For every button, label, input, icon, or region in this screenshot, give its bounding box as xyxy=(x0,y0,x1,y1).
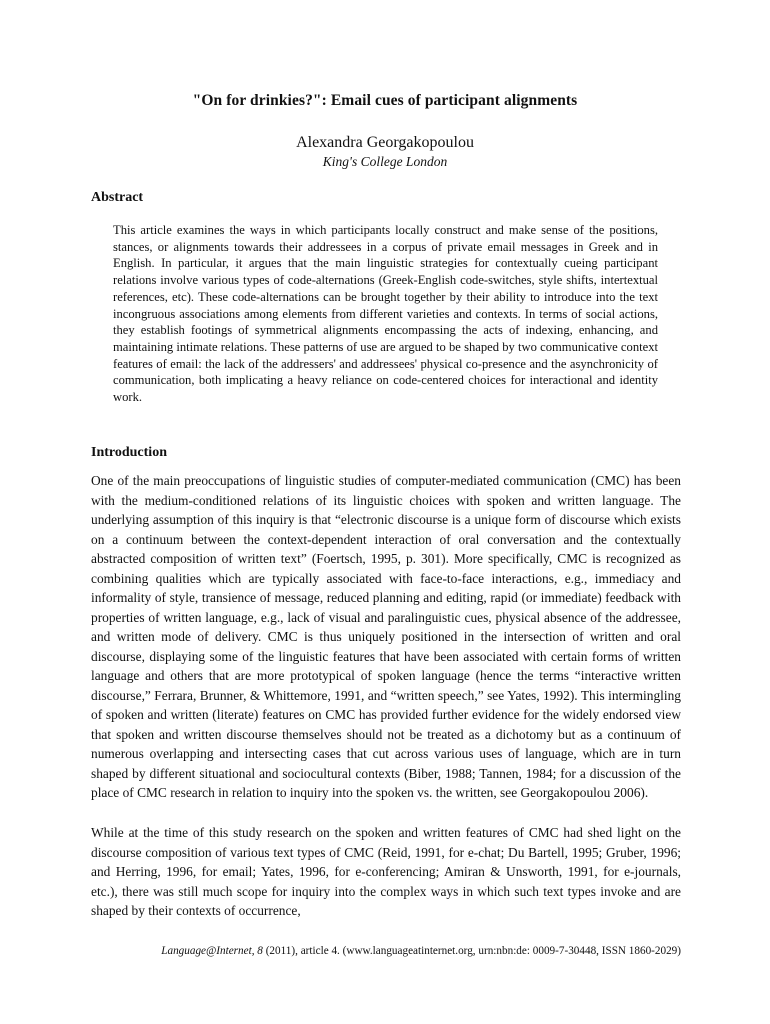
paper-title: "On for drinkies?": Email cues of participant alignments xyxy=(192,92,578,109)
footer-journal: Language@Internet, 8 xyxy=(161,945,263,957)
introduction-heading: Introduction xyxy=(91,445,167,460)
introduction-paragraph-2: While at the time of this study research on the spoken and written features of CMC had shed light on the discourse composition of various text types of CMC (Reid, 1991, for e-chat; Du Bartell, 1995; Gruber, 1996; and Herring, 1996, for email; Yates, 1996, for e-conferencing; Amiran & Unsworth, 1991, for e-journals, etc.), there was still much scope for inquiry into the complex ways in which such text types invoke and are shaped by their contexts of occurrence, xyxy=(91,825,681,918)
abstract-heading: Abstract xyxy=(91,190,144,205)
footer-details: (2011), article 4. (www.languageatinternet.org, urn:nbn:de: 0009-7-30448, ISSN 1860-2029) xyxy=(262,945,681,957)
page-footer xyxy=(91,945,681,957)
author-affiliation: King's College London xyxy=(322,154,448,169)
author-name: Alexandra Georgakopoulou xyxy=(296,134,474,151)
abstract-text: This article examines the ways in which participants locally construct and make sense of the positions, stances, or alignments towards their addressees in a corpus of private email messages in Greek and in English. In particular, it argues that the main linguistic strategies for contextually cueing participant relations involve various types of code-alternations (Greek-English code-switches, style shifts, intertextual references, etc). These code-alternations can be brought together by their ability to introduce into the text incongruous associations among elements from different varieties and contexts. In terms of social actions, they establish footings of symmetrical alignments encompassing the acts of indexing, enhancing, and maintaining intimate relations. These patterns of use are argued to be shaped by two communicative context features of email: the lack of the addressers' and addressees' physical co-presence and the asynchronicity of communication, both implicating a heavy reliance on code-centered choices for interactional and identity work. xyxy=(113,223,658,405)
introduction-paragraph-1: One of the main preoccupations of linguistic studies of computer-mediated communication (CMC) has been with the medium-conditioned relations of its linguistic choices with spoken and written language. The underlying assumption of this inquiry is that “electronic discourse is a unique form of discourse which exists on a continuum between the context-dependent interaction of oral conversation and the contextually abstracted composition of written text” (Foertsch, 1995, p. 301). More specifically, CMC is recognized as combining qualities which are typically associated with face-to-face interactions, e.g., immediacy and informality of style, transience of message, reduced planning and editing, rapid (or immediate) feedback with properties of written language, e.g., lack of visual and paralinguistic cues, physical absence of the addressee, and written mode of delivery. CMC is thus uniquely positioned in the intersection of written and oral discourse, displaying some of the linguistic features that have been associated with certain forms of written language and others that are more prototypical of spoken language (hence the terms “interactive written discourse,” Ferrara, Brunner, & Whittemore, 1991, and “written speech,” see Yates, 1992). This intermingling of spoken and written (literate) features on CMC has provided further evidence for the widely endorsed view that spoken and written discourse themselves should not be treated as a dichotomy but as a continuum of numerous overlapping and intersecting cases that cut across various uses of language, which are in turn shaped by different situational and sociocultural contexts (Biber, 1988; Tannen, 1984; for a discussion of the place of CMC research in relation to inquiry into the spoken vs. the written, see Georgakopoulou 2006). xyxy=(91,473,681,800)
